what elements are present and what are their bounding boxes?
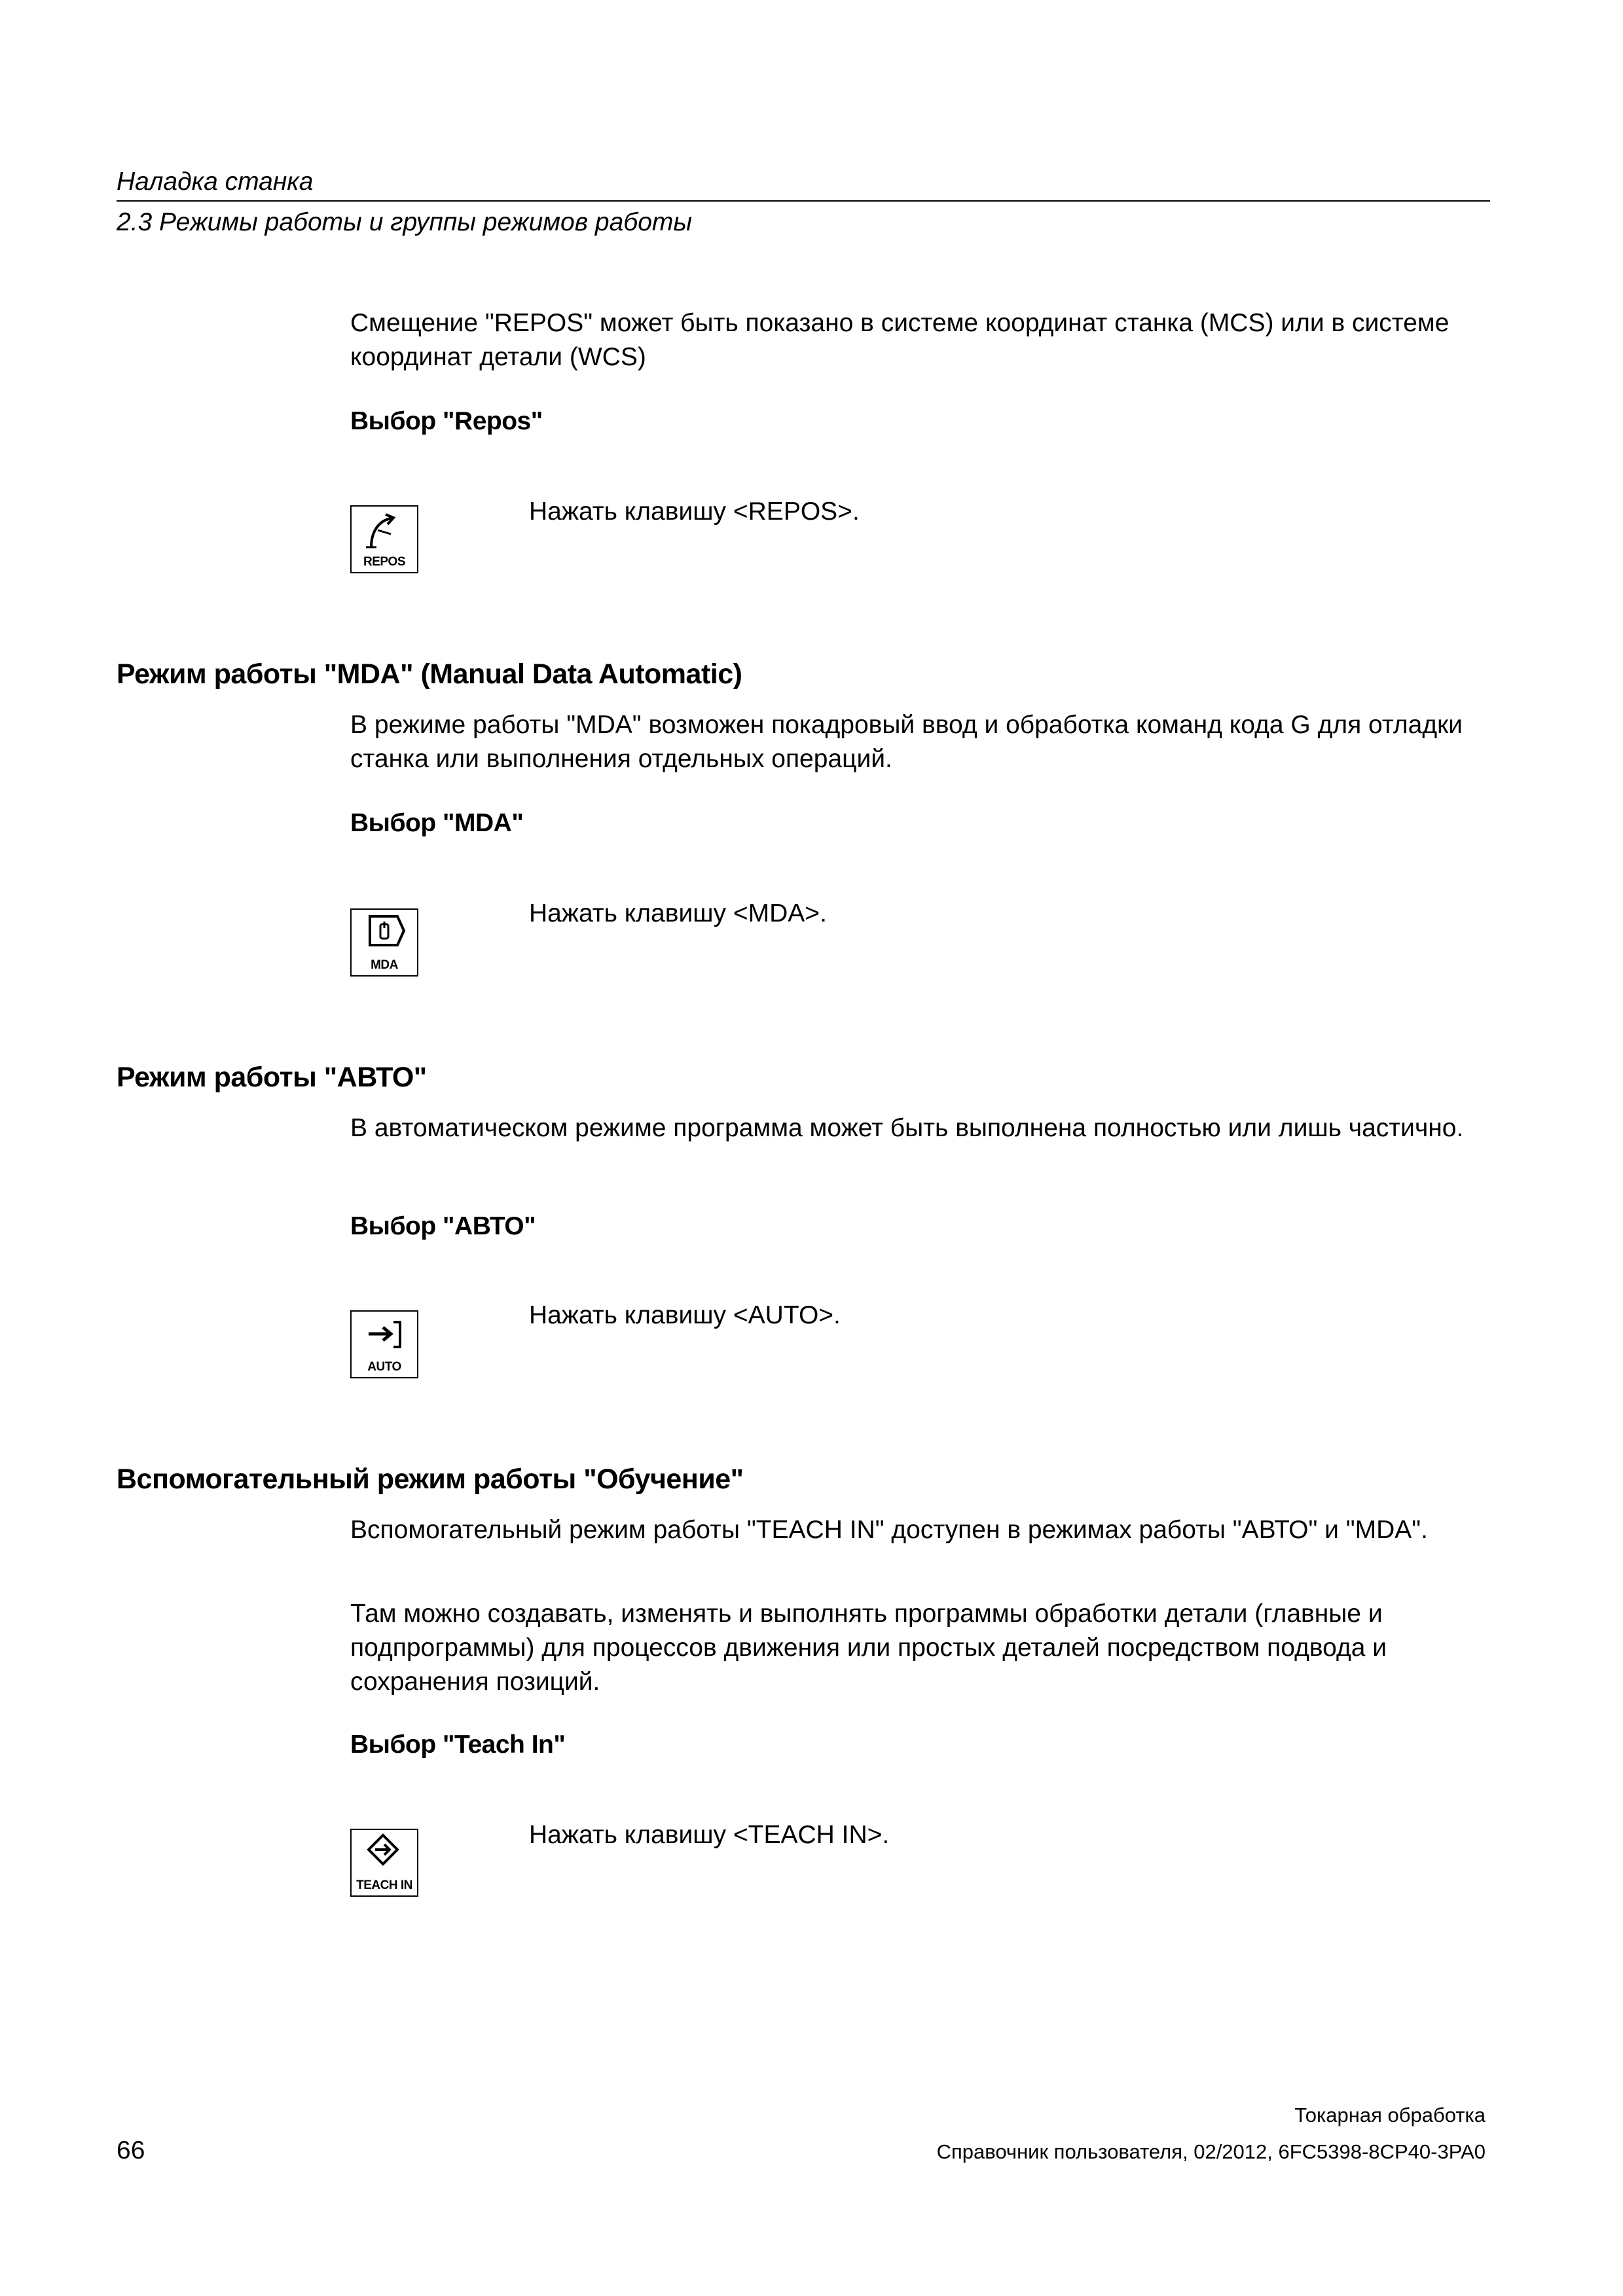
mda-action: Нажать клавишу <MDA>. [529,899,827,927]
header-rule [117,200,1490,202]
footer-manual: Справочник пользователя, 02/2012, 6FC5398-8CP40-3PA0 [936,2140,1486,2163]
mda-key-label: MDA [371,958,398,972]
repos-intro: Смещение "REPOS" может быть показано в системе координат станка (MCS) или в системе координат детали (WCS) [350,309,1450,371]
page-number: 66 [117,2136,145,2164]
auto-action: Нажать клавишу <AUTO>. [529,1301,841,1329]
mda-heading: Режим работы "MDA" (Manual Data Automatic) [117,658,742,690]
teach-text-2: Там можно создавать, изменять и выполнять программы обработки детали (главные и подпрограммы) для процессов движения или простых деталей посредством подвода и сохранения позиций. [350,1600,1387,1696]
auto-heading: Режим работы "АВТО" [117,1062,427,1093]
repos-key[interactable] [350,505,418,573]
running-header-section: 2.3 Режимы работы и группы режимов работы [117,208,693,236]
auto-key-label: AUTO [367,1360,401,1374]
teach-action: Нажать клавишу <TEACH IN>. [529,1821,890,1849]
teach-in-key-label: TEACH IN [356,1878,412,1892]
auto-key[interactable] [350,1310,418,1378]
auto-text: В автоматическом режиме программа может быть выполнена полностью или лишь частично. [350,1114,1464,1142]
mda-select-heading: Выбор "MDA" [350,809,524,837]
teach-select-heading: Выбор "Teach In" [350,1731,566,1759]
mda-text: В режиме работы "MDA" возможен покадровый ввод и обработка команд кода G для отладки станка или выполнения отдельных операций. [350,711,1463,773]
running-header-chapter: Наладка станка [117,168,314,196]
repos-select-heading: Выбор "Repos" [350,407,543,435]
repos-action: Нажать клавишу <REPOS>. [529,497,860,526]
footer-title: Токарная обработка [1294,2104,1486,2126]
mda-key[interactable] [350,908,418,977]
auto-select-heading: Выбор "АВТО" [350,1212,536,1240]
teach-text-1: Вспомогательный режим работы "TEACH IN" доступен в режимах работы "АВТО" и "MDA". [350,1516,1428,1544]
teach-heading: Вспомогательный режим работы "Обучение" [117,1463,744,1495]
teach-in-key[interactable] [350,1829,418,1897]
repos-key-label: REPOS [363,555,406,569]
